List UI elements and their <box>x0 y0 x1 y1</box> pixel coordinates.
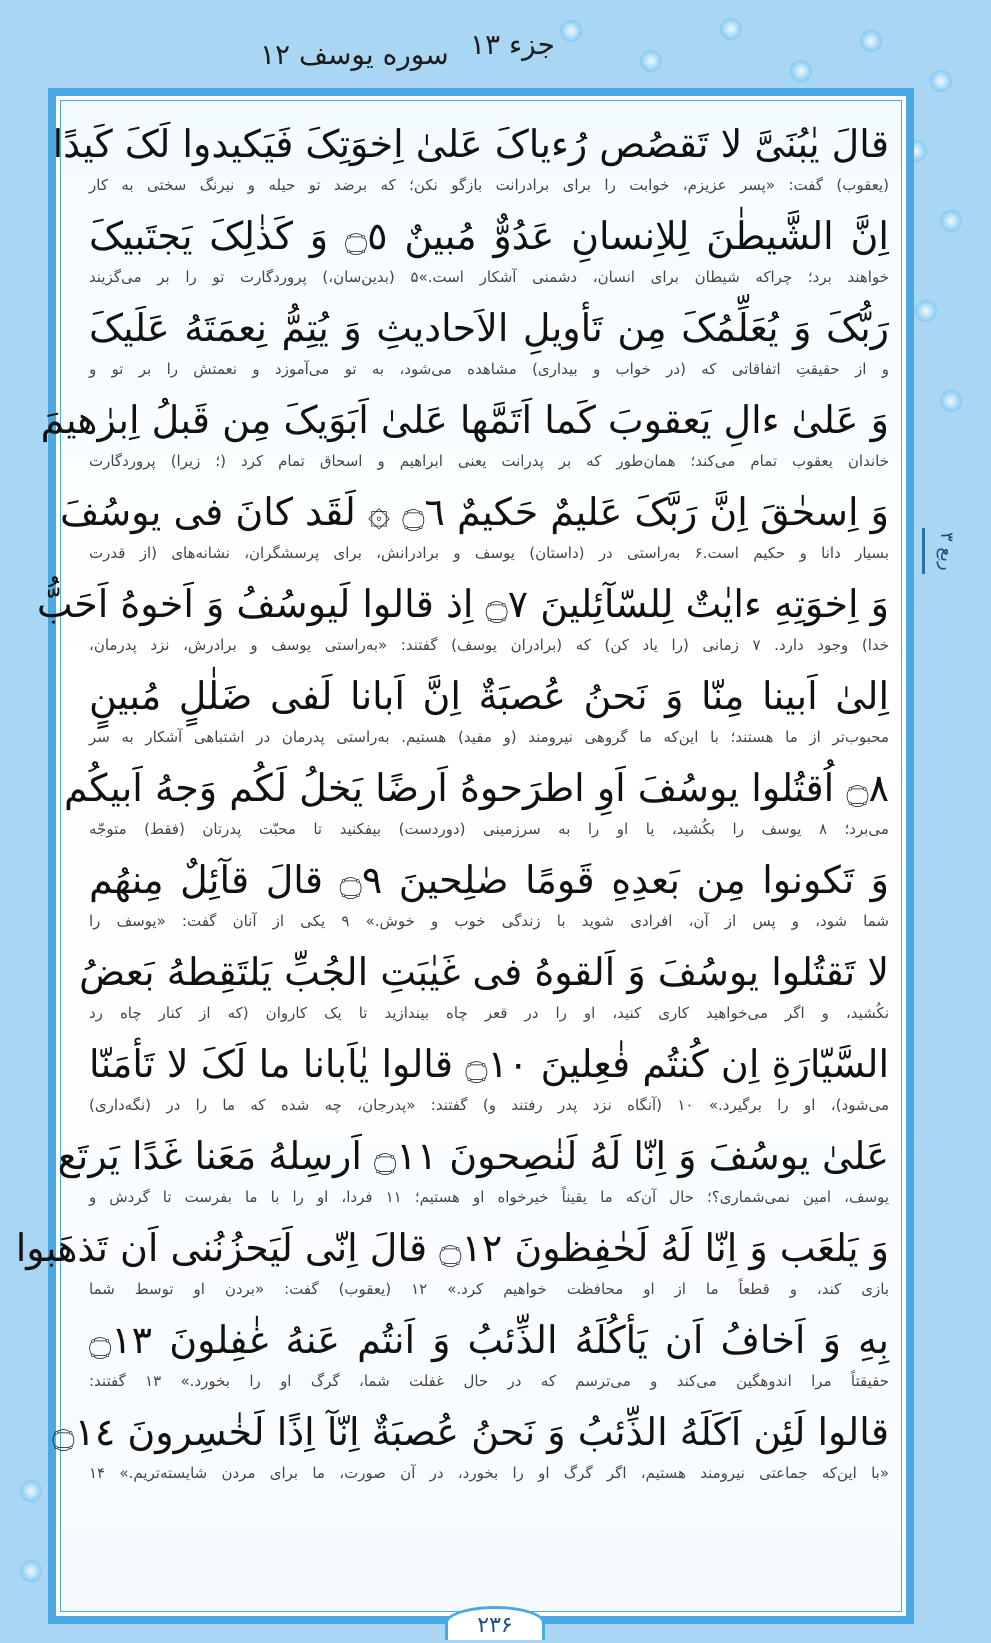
translation-line: حقیقتاً مرا اندوهگین می‌کند و می‌ترسم که در حال غفلت شما، گرگ او را بخورد.» ۱۳ گفتند: <box>89 1372 889 1390</box>
arabic-line: السَّیّارَةِ اِن کُنتُم فٰعِلینَ ۝١٠ قالوا یٰاَبانا ما لَکَ لا تَأمَنّا <box>89 1042 889 1086</box>
arabic-line: لا تَقتُلوا یوسُفَ وَ اَلقوهُ فی غَیٰبَتِ الجُبِّ یَلتَقِطهُ بَعضُ <box>79 950 889 994</box>
juz-title: جزء ۱۳ <box>470 28 555 61</box>
arabic-line: وَ اِخوَتِهِ ءایٰتٌ لِلسّآئِلینَ ۝٧ اِذ قالوا لَیوسُفُ وَ اَخوهُ اَحَبُّ <box>36 582 889 626</box>
translation-line: بازی کند، و قطعاً ما از او محافظت خواهیم کرد.» ۱۲ (یعقوب) گفت: «بردن او توسط شما <box>89 1280 889 1298</box>
page-header <box>0 0 991 88</box>
translation-line: نکُشید، و اگر می‌خواهید کاری کنید، او را در قعر چاه بیندازید تا یک کاروان (که از کنار چاه رد <box>89 1004 889 1022</box>
arabic-line: وَ تَکونوا مِن بَعدِهِ قَومًا صٰلِحینَ ۝٩ قالَ قآئِلٌ مِنهُم <box>89 858 889 902</box>
line-pair <box>89 207 889 299</box>
translation-line: بسیار دانا و حکیم است.۶ به‌راستی در (داستان) یوسف و برادرانش، برای پرسشگران، نشانه‌های (از قدرت <box>89 544 889 562</box>
arabic-line: قالَ یٰبُنَیَّ لا تَقصُص رُءیاکَ عَلیٰ اِخوَتِکَ فَیَکیدوا لَکَ کَیدًا <box>52 122 889 166</box>
line-pair <box>52 115 889 207</box>
translation-line: شما شود، و پس از آن، افرادی شوید با زندگی خوب و خوش.» ۹ یکی از آنان گفت: «یوسف را <box>89 912 889 930</box>
arabic-line: وَ اِسحٰقَ اِنَّ رَبَّکَ عَلیمٌ حَکیمٌ ۝٦ ۞ لَقَد کانَ فی یوسُفَ <box>60 490 889 534</box>
translation-line: و از حقیقتِ اتفاقاتی که (در خواب و بیداری) مشاهده می‌شود، به تو می‌آموزد و نعمتش را بر تو و <box>89 360 889 378</box>
line-pair <box>52 1403 889 1495</box>
translation-line: (یعقوب) گفت: «پسر عزیزم، خوابت را برای برادرانت بازگو نکن؛ که برضد تو حیله و نیرنگ سختی به کار <box>89 176 889 194</box>
line-pair <box>63 759 889 851</box>
arabic-line: وَ عَلیٰ ءالِ یَعقوبَ کَما اَتَمَّها عَلیٰ اَبَوَیکَ مِن قَبلُ اِبرٰهیمَ <box>40 398 889 442</box>
arabic-line: قالوا لَئِن اَکَلَهُ الذِّئبُ وَ نَحنُ عُصبَةٌ اِنّآ اِذًا لَخٰسِرونَ ۝١٤ <box>52 1410 889 1454</box>
hizb-marker: ربع ۳ <box>922 528 957 574</box>
translation-line: خاندان یعقوب تمام می‌کند؛ همان‌طور که بر پدرانت یعنی ابراهیم و اسحاق تمام کرد (؛ زیرا) پروردگارت <box>89 452 889 470</box>
line-pair <box>36 575 890 667</box>
translation-line: محبوب‌تر از ما هستند؛ با این‌که ما گروهی نیرومند (و مفید) هستیم. به‌راستی پدرمان در اشتباهی آشکار به سر <box>89 728 889 746</box>
line-pair <box>89 667 889 759</box>
line-pair <box>89 851 889 943</box>
text-lines <box>15 115 890 1495</box>
line-pair <box>57 1127 890 1219</box>
translation-line: خواهند برد؛ چراکه شیطان برای انسان، دشمنی آشکار است.»۵ (بدین‌سان،) پروردگارت تو را بر می‌گزیند <box>89 268 889 286</box>
translation-line: «با این‌که جماعتی نیرومند هستیم، اگر گرگ او را بخورد، در آن صورت، ما برای مردن شایسته‌تریم.» ۱۴ <box>89 1464 889 1482</box>
page-body <box>15 100 902 1612</box>
line-pair <box>40 391 889 483</box>
translation-line: یوسف، امین نمی‌شماری؟؛ حال آن‌که ما یقیناً خیرخواه او هستیم؛ ۱۱ فردا، او را با ما بفرست تا گردش و <box>89 1188 890 1206</box>
line-pair <box>15 1219 889 1311</box>
surah-title: سوره یوسف ۱۲ <box>260 38 449 71</box>
translation-line: می‌شود)، او را برگیرد.» ۱۰ (آنگاه نزد پدر رفتند و) گفتند: «پدرجان، چه شده که ما را در (نگه‌داری) <box>89 1096 889 1114</box>
line-pair <box>60 483 889 575</box>
arabic-line: اِلیٰ اَبینا مِنّا وَ نَحنُ عُصبَةٌ اِنَّ اَبانا لَفی ضَلٰلٍ مُبینٍ <box>89 674 889 718</box>
page-frame <box>15 88 914 1624</box>
arabic-line: ۝٨ اُقتُلوا یوسُفَ اَوِ اطرَحوهُ اَرضًا یَخلُ لَکُم وَجهُ اَبیکُم <box>63 766 889 810</box>
arabic-line: عَلیٰ یوسُفَ وَ اِنّا لَهُ لَنٰصِحونَ ۝١١ اَرسِلهُ مَعَنا غَدًا یَرتَع <box>57 1134 889 1178</box>
translation-line: خدا) وجود دارد. ۷ زمانی (را یاد کن) که (برادران یوسف) گفتند: «به‌راستی یوسف و برادرش، نزد پدرمان، <box>89 636 890 654</box>
translation-line: می‌برد؛ ۸ یوسف را بکُشید، یا او را به سرزمینی (دوردست) بیفکنید تا محبّت پدرتان (فقط) متوجّه <box>89 820 889 838</box>
line-pair <box>79 943 889 1035</box>
page-number: ۲۳۶ <box>445 1606 545 1640</box>
line-pair <box>89 299 889 391</box>
arabic-line: اِنَّ الشَّیطٰنَ لِلاِنسانِ عَدُوٌّ مُبینٌ ۝٥ وَ کَذٰلِکَ یَجتَبیکَ <box>89 214 889 258</box>
arabic-line: وَ یَلعَب وَ اِنّا لَهُ لَحٰفِظونَ ۝١٢ قالَ اِنّی لَیَحزُنُنی اَن تَذهَبوا <box>15 1226 889 1270</box>
arabic-line: رَبُّکَ وَ یُعَلِّمُکَ مِن تَأویلِ الاَحادیثِ وَ یُتِمُّ نِعمَتَهُ عَلَیکَ <box>89 306 889 350</box>
line-pair <box>89 1035 889 1127</box>
line-pair <box>89 1311 889 1403</box>
arabic-line: بِهِ وَ اَخافُ اَن یَأکُلَهُ الذِّئبُ وَ اَنتُم عَنهُ غٰفِلونَ ۝١٣ <box>89 1318 889 1362</box>
